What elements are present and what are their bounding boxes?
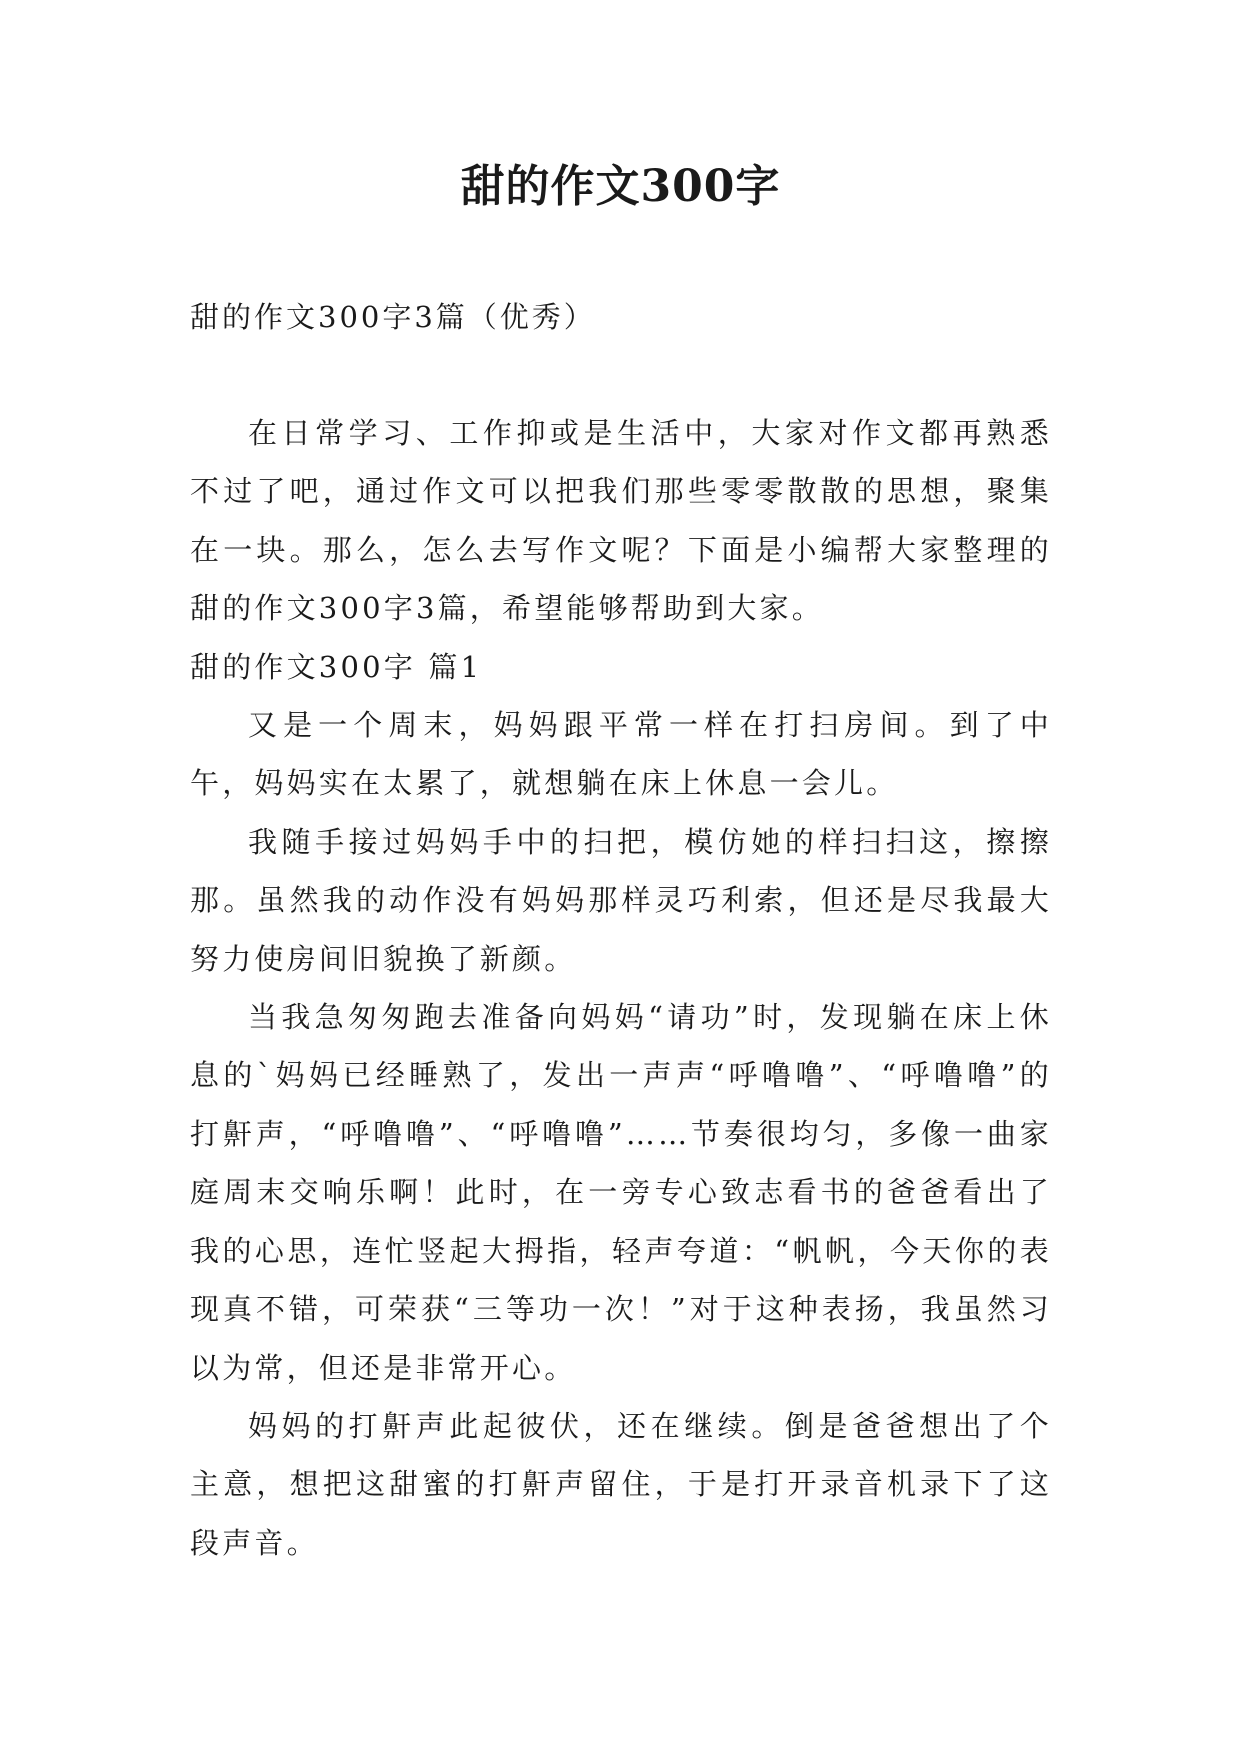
section-heading: 甜的作文300字 篇1 bbox=[190, 649, 483, 684]
document-subtitle: 甜的作文300字3篇（优秀） bbox=[190, 300, 596, 334]
body-paragraph: 我随手接过妈妈手中的扫把，模仿她的样扫扫这，擦擦那。虽然我的动作没有妈妈那样灵巧利索，但还是尽我最大努力使房间旧貌换了新颜。 bbox=[190, 824, 1052, 976]
document-title: 甜的作文300字 bbox=[460, 161, 781, 212]
body-paragraph: 妈妈的打鼾声此起彼伏，还在继续。倒是爸爸想出了个主意，想把这甜蜜的打鼾声留住，于是打开录音机录下了这段声音。 bbox=[190, 1408, 1052, 1560]
body-paragraph: 又是一个周末，妈妈跟平常一样在打扫房间。到了中午，妈妈实在太累了，就想躺在床上休息一会儿。 bbox=[190, 708, 1052, 801]
document-body bbox=[190, 404, 1052, 1572]
intro-paragraph: 在日常学习、工作抑或是生活中，大家对作文都再熟悉不过了吧，通过作文可以把我们那些零零散散的思想，聚集在一块。那么，怎么去写作文呢？下面是小编帮大家整理的甜的作文300字3篇，希望能够帮助到大家。 bbox=[190, 416, 1052, 626]
body-paragraph: 当我急匆匆跑去准备向妈妈“请功”时，发现躺在床上休息的`妈妈已经睡熟了，发出一声声“呼噜噜”、“呼噜噜”的打鼾声，“呼噜噜”、“呼噜噜”……节奏很均匀，多像一曲家庭周末交响乐啊！此时，在一旁专心致志看书的爸爸看出了我的心思，连忙竖起大拇指，轻声夸道：“帆帆，今天你的表现真不错，可荣获“三等功一次！”对于这种表扬，我虽然习以为常，但还是非常开心。 bbox=[190, 1000, 1052, 1385]
